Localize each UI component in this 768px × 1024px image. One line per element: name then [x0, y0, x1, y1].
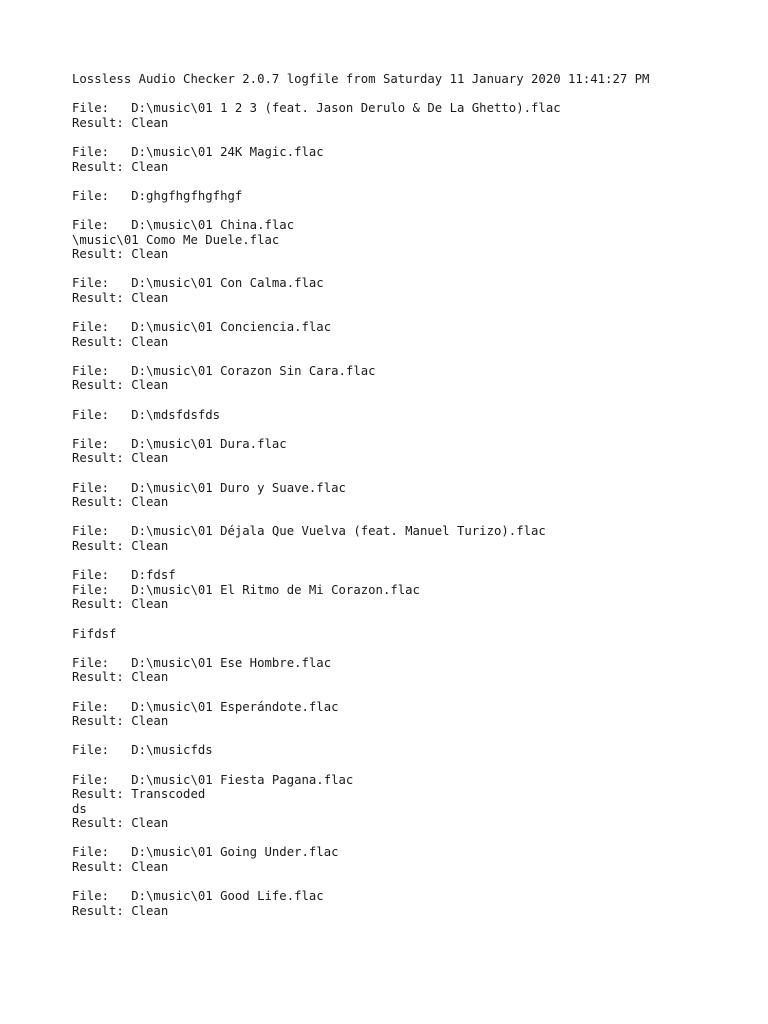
result-line: Result: Clean [72, 159, 169, 174]
blank-line [72, 393, 752, 408]
result-line: Result: Clean [72, 597, 169, 612]
file-line: File: D:\music\01 Esperándote.flac [72, 699, 339, 714]
blank-line [72, 875, 752, 890]
blank-line [72, 262, 752, 277]
log-header: Lossless Audio Checker 2.0.7 logfile from Saturday 11 January 2020 11:41:27 PM [72, 72, 650, 86]
file-line: File: D:\music\01 Déjala Que Vuelva (feat. Manuel Turizo).flac [72, 524, 546, 539]
result-line: Result: Clean [72, 115, 169, 130]
result-line: Result: Clean [72, 714, 169, 729]
blank-line [72, 612, 752, 627]
file-line: File: D:\mdsfdsfds [72, 407, 221, 422]
file-line: File: D:\music\01 Going Under.flac [72, 845, 339, 860]
blank-line [72, 203, 752, 218]
file-fragment-line: \music\01 Como Me Duele.flac [72, 232, 280, 247]
blank-line [72, 729, 752, 744]
fragment-line: ds [72, 801, 87, 816]
result-line: Result: Clean [72, 247, 169, 262]
blank-line [72, 758, 752, 773]
file-line: File: D:\music\01 Con Calma.flac [72, 276, 324, 291]
blank-line [72, 641, 752, 656]
result-line: Result: Clean [72, 816, 169, 831]
blank-line [72, 466, 752, 481]
file-line: File: D:\music\01 24K Magic.flac [72, 144, 324, 159]
file-line: File: D:\music\01 Dura.flac [72, 436, 287, 451]
result-line: Result: Clean [72, 495, 169, 510]
blank-line [72, 87, 752, 102]
blank-line [72, 130, 752, 145]
result-line: Result: Clean [72, 539, 169, 553]
blank-line [72, 349, 752, 364]
file-line: File: D:ghgfhgfhgfhgf [72, 188, 243, 203]
file-line: File: D:\music\01 1 2 3 (feat. Jason Derulo & De La Ghetto).flac [72, 101, 561, 116]
logfile-page [72, 72, 752, 918]
file-line: File: D:\music\01 China.flac [72, 217, 295, 232]
file-line: File: D:\music\01 Ese Hombre.flac [72, 655, 332, 670]
result-line: Result: Clean [72, 860, 169, 875]
blank-line [72, 422, 752, 437]
blank-line [72, 510, 752, 525]
result-line: Result: Clean [72, 334, 169, 349]
result-line: Result: Clean [72, 378, 169, 393]
file-line: File: D:\music\01 El Ritmo de Mi Corazon.flac [72, 582, 420, 597]
result-line: Result: Clean [72, 451, 169, 466]
fragment-line: Fifdsf [72, 626, 117, 641]
result-line: Result: Clean [72, 903, 169, 918]
blank-line [72, 831, 752, 846]
blank-line [72, 306, 752, 321]
file-line: File: D:\music\01 Corazon Sin Cara.flac [72, 363, 376, 378]
file-line: File: D:\music\01 Duro y Suave.flac [72, 480, 346, 495]
result-line: Result: Transcoded [72, 787, 206, 802]
result-line: Result: Clean [72, 290, 169, 305]
file-line: File: D:\music\01 Conciencia.flac [72, 320, 332, 335]
file-line: File: D:\musicfds [72, 743, 213, 758]
file-line: File: D:\music\01 Fiesta Pagana.flac [72, 772, 354, 787]
result-line: Result: Clean [72, 670, 169, 685]
file-line: File: D:\music\01 Good Life.flac [72, 889, 324, 904]
blank-line [72, 174, 752, 189]
file-line: File: D:fdsf [72, 568, 176, 583]
blank-line [72, 685, 752, 700]
blank-line [72, 554, 752, 569]
